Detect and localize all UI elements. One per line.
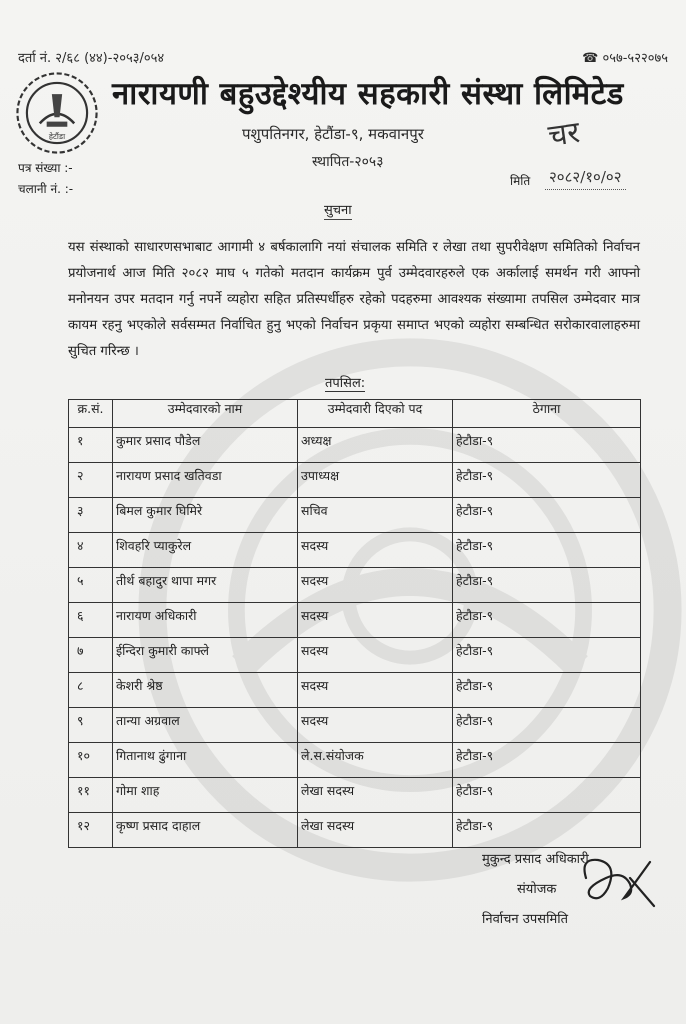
candidate-name-cell: बिमल कुमार घिमिरे [113, 498, 298, 533]
address-cell: हेटौडा-९ [453, 498, 641, 533]
candidate-name-cell: कृष्ण प्रसाद दाहाल [113, 813, 298, 848]
header-address: ठेगाना [453, 400, 641, 428]
address-cell: हेटौडा-९ [453, 428, 641, 463]
table-row [69, 708, 641, 743]
serial-cell: ११ [69, 778, 113, 813]
table-row [69, 813, 641, 848]
position-cell: सचिव [298, 498, 453, 533]
table-row [69, 638, 641, 673]
position-cell: उपाध्यक्ष [298, 463, 453, 498]
serial-cell: ४ [69, 533, 113, 568]
table-row [69, 498, 641, 533]
candidate-name-cell: नारायण अधिकारी [113, 603, 298, 638]
address-cell: हेटौडा-९ [453, 813, 641, 848]
serial-cell: ९ [69, 708, 113, 743]
candidate-name-cell: तान्या अग्रवाल [113, 708, 298, 743]
position-cell: अध्यक्ष [298, 428, 453, 463]
address-cell: हेटौडा-९ [453, 778, 641, 813]
serial-cell: ३ [69, 498, 113, 533]
header-serial: क्र.सं. [69, 400, 113, 428]
candidate-name-cell: शिवहरि प्याकुरेल [113, 533, 298, 568]
registration-number: दर्ता नं. २/६८ (४४)-२०५३/०५४ [18, 51, 165, 66]
table-row [69, 743, 641, 778]
address-cell: हेटौडा-९ [453, 463, 641, 498]
candidate-name-cell: तीर्थ बहादुर थापा मगर [113, 568, 298, 603]
serial-cell: २ [69, 463, 113, 498]
position-cell: सदस्य [298, 638, 453, 673]
candidate-name-cell: गितानाथ ढुंगाना [113, 743, 298, 778]
header-position: उम्मेदवारी दिएको पद [298, 400, 453, 428]
details-heading: तपसिल: [325, 373, 365, 392]
signature-icon [578, 848, 658, 918]
position-cell: सदस्य [298, 673, 453, 708]
table-row [69, 533, 641, 568]
address-cell: हेटौडा-९ [453, 603, 641, 638]
established-year: स्थापित-२०५३ [312, 154, 384, 170]
table-header-row [69, 400, 641, 428]
candidate-name-cell: ईन्दिरा कुमारी काफ्ले [113, 638, 298, 673]
position-cell: सदस्य [298, 568, 453, 603]
serial-cell: ५ [69, 568, 113, 603]
handwritten-initials: चर [545, 114, 582, 154]
position-cell: लेखा सदस्य [298, 778, 453, 813]
candidate-table [68, 399, 641, 848]
letter-number-label: पत्र संख्या :- [18, 161, 73, 175]
address-cell: हेटौडा-९ [453, 708, 641, 743]
candidate-name-cell: केशरी श्रेष्ठ [113, 673, 298, 708]
serial-cell: १० [69, 743, 113, 778]
notice-title: सुचना [324, 200, 352, 220]
address-cell: हेटौडा-९ [453, 743, 641, 778]
position-cell: लेखा सदस्य [298, 813, 453, 848]
candidate-name-cell: गोमा शाह [113, 778, 298, 813]
table-row [69, 463, 641, 498]
table-row [69, 603, 641, 638]
table-row [69, 568, 641, 603]
serial-cell: ६ [69, 603, 113, 638]
serial-cell: ८ [69, 673, 113, 708]
position-cell: सदस्य [298, 603, 453, 638]
dispatch-number-label: चलानी नं. :- [18, 182, 74, 196]
date-label: मिति [510, 174, 531, 188]
date-value: २०८२/१०/०२ [545, 167, 626, 190]
address-cell: हेटौडा-९ [453, 638, 641, 673]
serial-cell: १२ [69, 813, 113, 848]
signer-role: संयोजक [517, 882, 557, 897]
address-cell: हेटौडा-९ [453, 533, 641, 568]
address-cell: हेटौडा-९ [453, 568, 641, 603]
address-cell: हेटौडा-९ [453, 673, 641, 708]
position-cell: ले.स.संयोजक [298, 743, 453, 778]
organization-address: पशुपतिनगर, हेटौंडा-९, मकवानपुर [242, 125, 424, 143]
serial-cell: ७ [69, 638, 113, 673]
position-cell: सदस्य [298, 708, 453, 743]
organization-logo-icon [14, 70, 100, 156]
signer-committee: निर्वाचन उपसमिति [482, 912, 568, 927]
header-name: उम्मेदवारको नाम [113, 400, 298, 428]
logo-caption: हेटौंडा [48, 131, 66, 141]
signer-name: मुकुन्द प्रसाद अधिकारी [482, 852, 589, 867]
notice-body: यस संस्थाको साधारणसभाबाट आगामी ४ बर्षकालागि नयां संचालक समिति र लेखा तथा सुपरीवेक्षण समितिको निर्वाचन प्रयोजनार्थ आज मिति २०८२ माघ ५ गतेको मतदान कार्यक्रम पुर्व उम्मेदवारहरुले एक अर्कालाई समर्थन गरी आफ्नो मनोनयन उपर मतदान गर्नु नपर्ने व्यहोरा सहित प्रतिस्पर्धीहरु रहेको पदहरुमा आवश्यक संख्यामा तपसिल उम्मेदवार मात्र कायम रहनु भएकोले सर्वसम्मत निर्वाचित हुनु भएको निर्वाचन प्रकृया समाप्त भएको व्यहोरा सम्बन्धित सरोकारवालाहरुमा सुचित गरिन्छ । [68, 240, 640, 359]
table-row [69, 673, 641, 708]
organization-name: नारायणी बहुउद्देश्यीय सहकारी संस्था लिमिटेड [112, 76, 624, 112]
table-row [69, 428, 641, 463]
table-row [69, 778, 641, 813]
candidate-name-cell: कुमार प्रसाद पौडेल [113, 428, 298, 463]
serial-cell: १ [69, 428, 113, 463]
position-cell: सदस्य [298, 533, 453, 568]
candidate-name-cell: नारायण प्रसाद खतिवडा [113, 463, 298, 498]
phone-number: ☎ ०५७-५२२०७५ [582, 51, 668, 66]
